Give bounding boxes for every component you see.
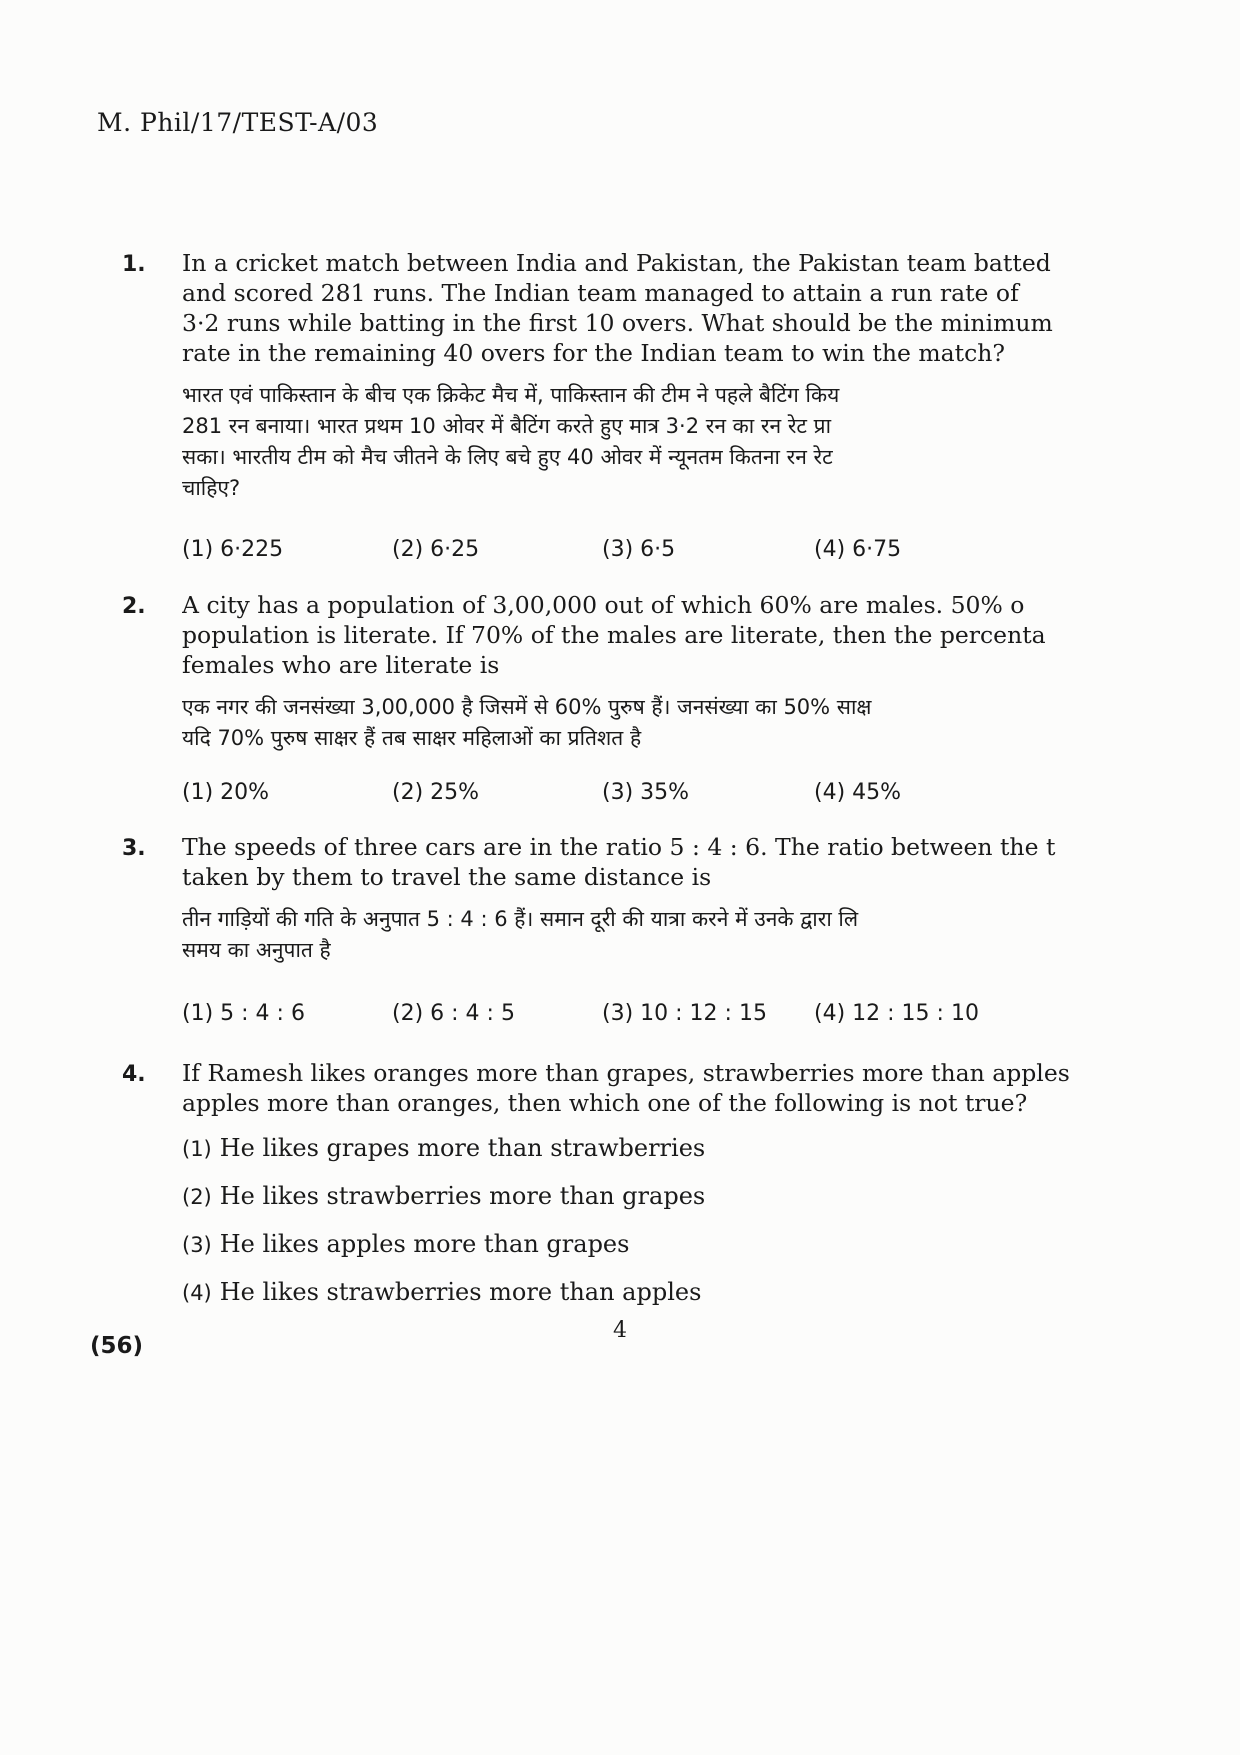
question-english: If Ramesh likes oranges more than grapes, strawberries more than apples apples more than oranges, then which one of the following is not true?	[182, 1059, 1070, 1117]
question-hindi: भारत एवं पाकिस्तान के बीच एक क्रिकेट मैच में, पाकिस्तान की टीम ने पहले बैटिंग किय 281 रन बनाया। भारत प्रथम 10 ओवर में बैटिंग करते हुए मात्र 3·2 रन का रन रेट प्रा सका। भारतीय टीम को मैच जीतने के लिए बचे हुए 40 ओवर में न्यूनतम कितना रन रेट चाहिए?	[182, 383, 840, 500]
footer-code: (56)	[90, 1333, 144, 1359]
page-number: 4	[613, 1318, 627, 1343]
option-2[interactable]: (2) 25%	[392, 780, 480, 805]
option-number: (4)	[182, 1281, 212, 1305]
option-2[interactable]: (2) 6 : 4 : 5	[392, 1001, 515, 1026]
question-hindi: एक नगर की जनसंख्या 3,00,000 है जिसमें से 60% पुरुष हैं। जनसंख्या का 50% साक्ष यदि 70% पुरुष साक्षर हैं तब साक्षर महिलाओं का प्रतिशत है	[182, 695, 872, 750]
paper-code: M. Phil/17/TEST-A/03	[97, 108, 379, 137]
option-number: (2)	[182, 1185, 212, 1209]
question-english: The speeds of three cars are in the ratio 5 : 4 : 6. The ratio between the t taken by them to travel the same distance is	[182, 833, 1056, 891]
question-text	[182, 590, 1122, 754]
question-number: 4.	[122, 1062, 146, 1087]
option-3[interactable]: (3) 10 : 12 : 15	[602, 1001, 767, 1026]
option-text: He likes grapes more than strawberries	[219, 1134, 706, 1162]
option-1[interactable]: (1) 20%	[182, 780, 270, 805]
question-english: In a cricket match between India and Pakistan, the Pakistan team batted and scored 281 runs. The Indian team managed to attain a run rate of 3·2 runs while batting in the first 10 overs. What should be the minimum rate in the remaining 40 overs for the Indian team to win the match?	[182, 249, 1053, 367]
option-4[interactable]: (4) 12 : 15 : 10	[814, 1001, 979, 1026]
question-hindi: तीन गाड़ियों की गति के अनुपात 5 : 4 : 6 हैं। समान दूरी की यात्रा करने में उनके द्वारा लि समय का अनुपात है	[182, 907, 859, 962]
option-4[interactable]	[182, 1278, 701, 1306]
question-number: 1.	[122, 252, 146, 277]
question-text	[182, 1058, 1122, 1118]
option-3[interactable]	[182, 1230, 629, 1258]
option-text: He likes strawberries more than apples	[219, 1278, 702, 1306]
option-4[interactable]: (4) 45%	[814, 780, 902, 805]
option-1[interactable]: (1) 5 : 4 : 6	[182, 1001, 305, 1026]
option-4[interactable]: (4) 6·75	[814, 537, 902, 562]
question-number: 3.	[122, 836, 146, 861]
option-number: (3)	[182, 1233, 212, 1257]
question-english: A city has a population of 3,00,000 out of which 60% are males. 50% o population is literate. If 70% of the males are literate, then the percenta females who are literate is	[182, 591, 1046, 679]
option-number: (1)	[182, 1137, 212, 1161]
question-text	[182, 248, 1122, 504]
question-number: 2.	[122, 594, 146, 619]
option-1[interactable]	[182, 1134, 705, 1162]
option-3[interactable]: (3) 35%	[602, 780, 690, 805]
option-2[interactable]	[182, 1182, 705, 1210]
option-2[interactable]: (2) 6·25	[392, 537, 480, 562]
option-text: He likes apples more than grapes	[219, 1230, 630, 1258]
question-text	[182, 832, 1122, 966]
option-text: He likes strawberries more than grapes	[219, 1182, 706, 1210]
option-3[interactable]: (3) 6·5	[602, 537, 676, 562]
option-1[interactable]: (1) 6·225	[182, 537, 284, 562]
